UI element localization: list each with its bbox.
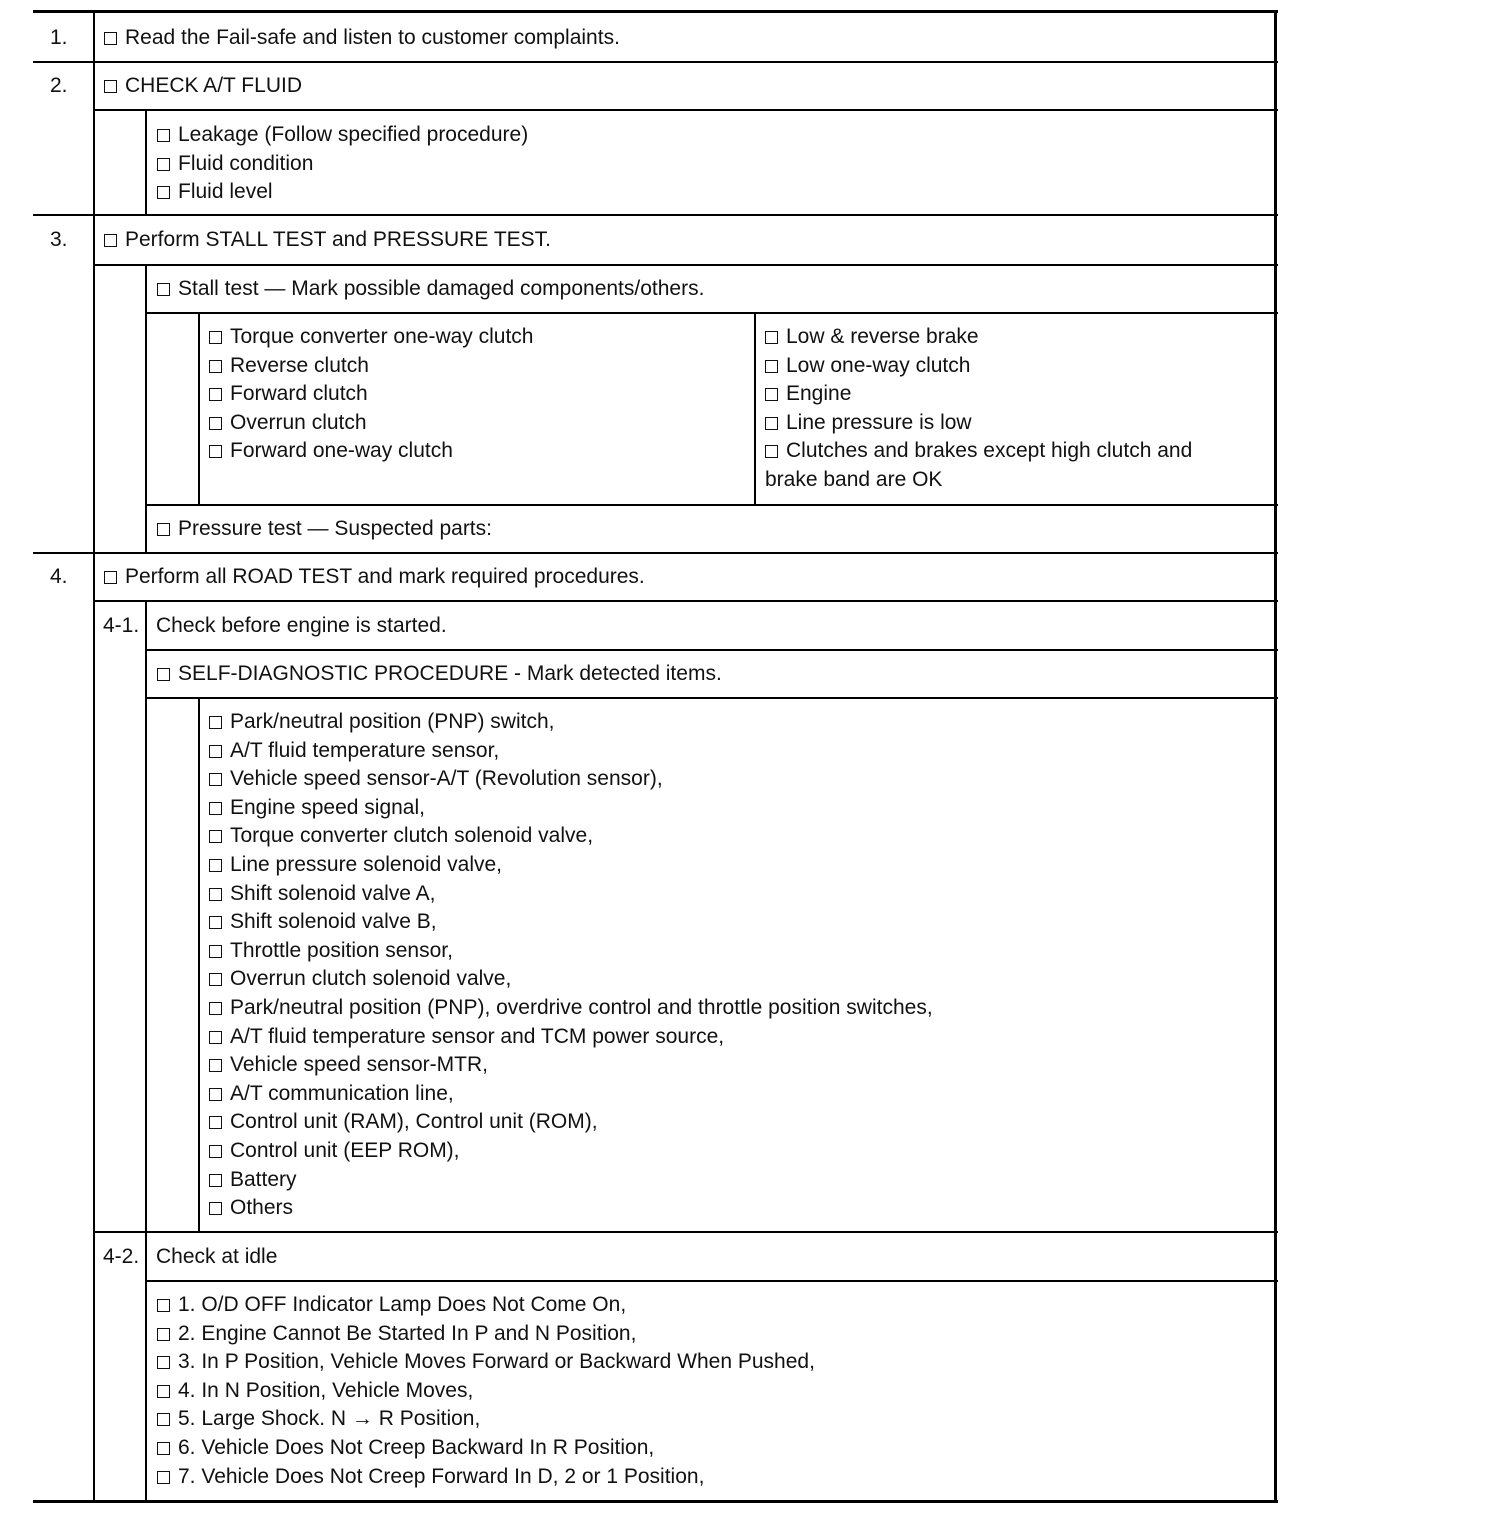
list-item: Park/neutral position (PNP) switch,	[209, 708, 933, 737]
checkbox[interactable]	[209, 745, 222, 758]
list-item: Battery	[209, 1166, 933, 1195]
checkbox[interactable]	[209, 445, 222, 458]
list-item: Shift solenoid valve B,	[209, 908, 933, 937]
substep-number: 4-2.	[103, 1245, 140, 1268]
col-line	[145, 600, 147, 1503]
list-item: A/T fluid temperature sensor,	[209, 737, 933, 766]
pressure-test-row: Pressure test — Suspected parts:	[157, 515, 492, 544]
checkbox[interactable]	[209, 945, 222, 958]
list-item: Low one-way clutch	[765, 352, 1192, 381]
checkbox[interactable]	[157, 1413, 170, 1426]
rule	[146, 312, 1278, 314]
rule	[94, 264, 1278, 266]
list-item: Overrun clutch solenoid valve,	[209, 965, 933, 994]
checkbox[interactable]	[157, 668, 170, 681]
col-line	[754, 312, 756, 506]
list-item: 1. O/D OFF Indicator Lamp Does Not Come On,	[157, 1291, 815, 1320]
checkbox[interactable]	[765, 331, 778, 344]
checkbox[interactable]	[765, 445, 778, 458]
list-item: Torque converter one-way clutch	[209, 323, 534, 352]
border-right	[1274, 10, 1277, 1503]
substep-number: 4-1.	[103, 614, 140, 637]
list-item: Fluid condition	[157, 150, 528, 179]
col-line	[145, 264, 147, 554]
rule	[94, 1231, 1278, 1233]
checkbox[interactable]	[157, 523, 170, 536]
rule	[146, 504, 1278, 506]
list-item: Line pressure is low	[765, 409, 1192, 438]
checkbox[interactable]	[209, 830, 222, 843]
checkbox[interactable]	[157, 1328, 170, 1341]
col-line	[198, 697, 200, 1231]
list-item: Leakage (Follow specified procedure)	[157, 121, 528, 150]
list-item: A/T fluid temperature sensor and TCM power source,	[209, 1023, 933, 1052]
checkbox[interactable]	[157, 129, 170, 142]
stall-test-row: Stall test — Mark possible damaged components/others.	[157, 275, 704, 304]
border-bottom	[33, 1500, 1278, 1503]
rule	[33, 214, 1278, 216]
checkbox[interactable]	[157, 1385, 170, 1398]
self-diagnostic-row: SELF-DIAGNOSTIC PROCEDURE - Mark detected items.	[157, 660, 722, 689]
list-item: Clutches and brakes except high clutch and	[765, 437, 1192, 466]
rule	[33, 61, 1278, 63]
checkbox[interactable]	[157, 158, 170, 171]
step-number: 1.	[50, 26, 68, 49]
rule	[94, 109, 1278, 111]
border-top	[33, 10, 1278, 13]
checkbox[interactable]	[157, 1442, 170, 1455]
checkbox[interactable]	[209, 973, 222, 986]
step-1-row	[104, 24, 620, 53]
checkbox[interactable]	[209, 1116, 222, 1129]
list-item: Reverse clutch	[209, 352, 534, 381]
step-2-row	[104, 72, 302, 101]
checkbox[interactable]	[209, 859, 222, 872]
checkbox[interactable]	[209, 1059, 222, 1072]
checkbox[interactable]	[157, 1471, 170, 1484]
list-item: Engine speed signal,	[209, 794, 933, 823]
self-diagnostic-list	[209, 708, 933, 1223]
checkbox[interactable]	[209, 1002, 222, 1015]
step-number: 3.	[50, 228, 68, 251]
list-item: Throttle position sensor,	[209, 937, 933, 966]
checkbox[interactable]	[157, 1299, 170, 1312]
list-item: 5. Large Shock. N → R Position,	[157, 1405, 815, 1434]
checkbox[interactable]	[157, 186, 170, 199]
checkbox[interactable]	[209, 388, 222, 401]
list-item: Forward one-way clutch	[209, 437, 534, 466]
checkbox[interactable]	[104, 80, 117, 93]
checkbox[interactable]	[209, 716, 222, 729]
checkbox[interactable]	[209, 773, 222, 786]
checkbox[interactable]	[765, 360, 778, 373]
checkbox[interactable]	[209, 888, 222, 901]
rule	[146, 649, 1278, 651]
list-item: Park/neutral position (PNP), overdrive control and throttle position switches,	[209, 994, 933, 1023]
step-3-row	[104, 226, 551, 255]
stall-left-list	[209, 323, 534, 466]
checkbox[interactable]	[209, 1088, 222, 1101]
checkbox[interactable]	[209, 417, 222, 430]
list-item: Shift solenoid valve A,	[209, 880, 933, 909]
list-item: Others	[209, 1194, 933, 1223]
stall-right-list	[765, 323, 1192, 495]
list-item: Overrun clutch	[209, 409, 534, 438]
list-item: 4. In N Position, Vehicle Moves,	[157, 1377, 815, 1406]
checkbox[interactable]	[209, 331, 222, 344]
list-item: Line pressure solenoid valve,	[209, 851, 933, 880]
rule	[94, 600, 1278, 602]
step-text: CHECK A/T FLUID	[125, 74, 302, 97]
col-line	[145, 109, 147, 216]
list-item: 6. Vehicle Does Not Creep Backward In R Position,	[157, 1434, 815, 1463]
list-item: Control unit (EEP ROM),	[209, 1137, 933, 1166]
checkbox[interactable]	[104, 234, 117, 247]
checkbox[interactable]	[157, 283, 170, 296]
rule	[146, 697, 1278, 699]
step-text: Read the Fail-safe and listen to customer complaints.	[125, 26, 620, 49]
substep-text: Check at idle	[156, 1245, 278, 1268]
step-number: 4.	[50, 565, 68, 588]
checkbox[interactable]	[209, 802, 222, 815]
col-line	[198, 312, 200, 506]
step-number: 2.	[50, 74, 68, 97]
rule	[33, 552, 1278, 554]
idle-check-list	[157, 1291, 815, 1491]
list-item: Vehicle speed sensor-A/T (Revolution sensor),	[209, 765, 933, 794]
list-item: A/T communication line,	[209, 1080, 933, 1109]
step-text: Perform all ROAD TEST and mark required procedures.	[125, 565, 645, 588]
substep-text: Check before engine is started.	[156, 614, 447, 637]
checkbox[interactable]	[209, 1145, 222, 1158]
list-item-continuation: brake band are OK	[765, 467, 943, 491]
checkbox[interactable]	[765, 417, 778, 430]
checkbox[interactable]	[209, 1202, 222, 1215]
checkbox[interactable]	[209, 1174, 222, 1187]
list-item: 2. Engine Cannot Be Started In P and N Position,	[157, 1320, 815, 1349]
col-line	[93, 10, 95, 1503]
checkbox[interactable]	[209, 1031, 222, 1044]
step-4-row	[104, 563, 645, 592]
list-item: Fluid level	[157, 178, 528, 207]
list-item: Forward clutch	[209, 380, 534, 409]
list-item: Vehicle speed sensor-MTR,	[209, 1051, 933, 1080]
list-item: Low & reverse brake	[765, 323, 1192, 352]
list-item: Torque converter clutch solenoid valve,	[209, 822, 933, 851]
checkbox[interactable]	[209, 360, 222, 373]
checkbox[interactable]	[765, 388, 778, 401]
checkbox[interactable]	[209, 916, 222, 929]
fluid-check-list	[157, 121, 528, 207]
list-item: 7. Vehicle Does Not Creep Forward In D, 2 or 1 Position,	[157, 1463, 815, 1492]
list-item: Engine	[765, 380, 1192, 409]
checkbox[interactable]	[104, 571, 117, 584]
list-item: 3. In P Position, Vehicle Moves Forward or Backward When Pushed,	[157, 1348, 815, 1377]
list-item: Control unit (RAM), Control unit (ROM),	[209, 1108, 933, 1137]
step-text: Perform STALL TEST and PRESSURE TEST.	[125, 228, 551, 251]
rule	[146, 1280, 1278, 1282]
checkbox[interactable]	[157, 1356, 170, 1369]
checkbox[interactable]	[104, 32, 117, 45]
